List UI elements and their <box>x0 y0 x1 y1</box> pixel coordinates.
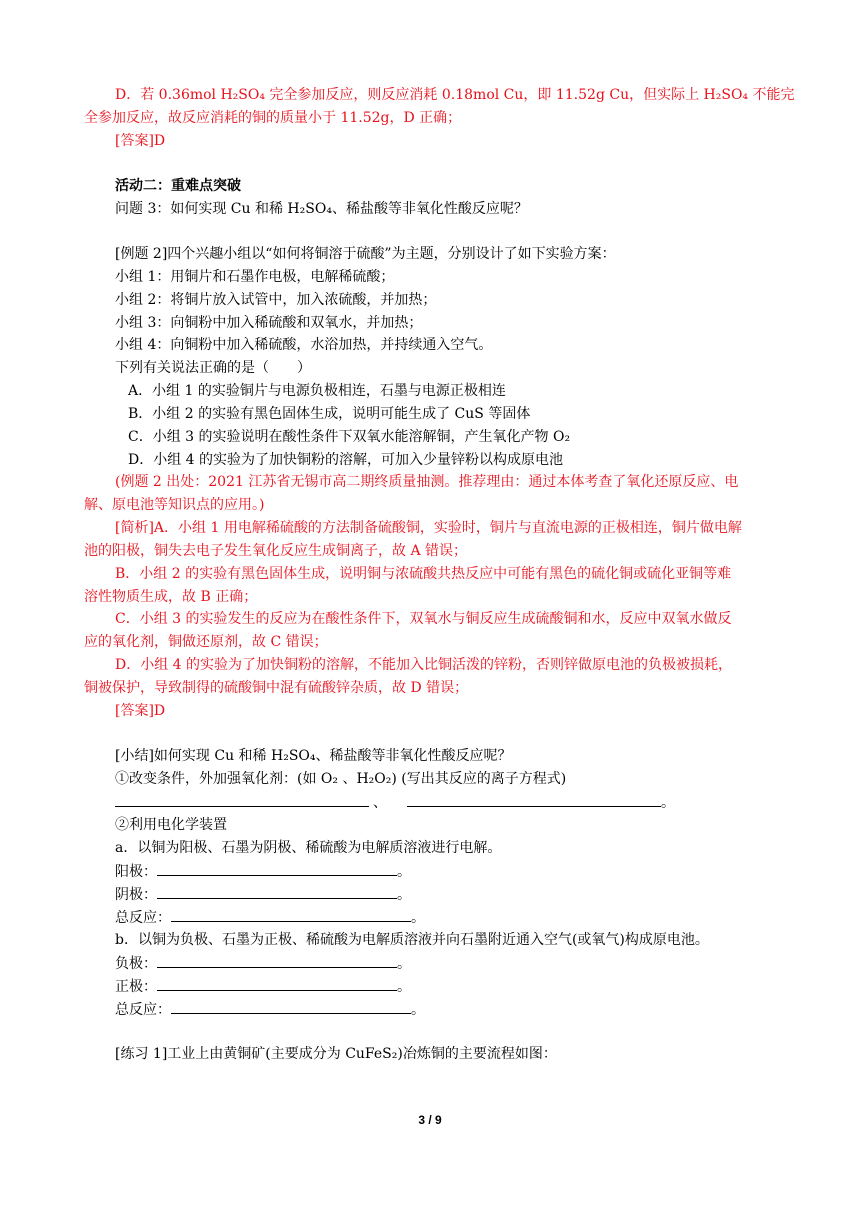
summary-heading: [小结]如何实现 Cu 和稀 H₂SO₄、稀盐酸等非氧化性酸反应呢？ <box>115 748 512 764</box>
anode-blank[interactable] <box>157 861 397 876</box>
negative-row: 负极： 。 <box>115 953 411 974</box>
answer-2: [答案]D <box>115 703 166 719</box>
analysis-b-line1: B．小组 2 的实验有黑色固体生成，说明铜与浓硫酸共热反应中可能有黑色的硫化铜或硫化亚铜等难 <box>115 566 732 582</box>
battery-intro: b．以铜为负极、石墨为正极、稀硫酸为电解质溶液并向石墨附近通入空气(或氧气)构成原电池。 <box>115 932 709 948</box>
source-note-line1: (例题 2 出处：2021 江苏省无锡市高二期终质量抽测。推荐理由：通过本体考查了氧化还原反应、电 <box>115 474 739 490</box>
battery-total-row: 总反应： 。 <box>115 999 425 1020</box>
electrolysis-intro: a．以铜为阳极、石墨为阴极、稀硫酸为电解质溶液进行电解。 <box>115 840 502 856</box>
option-d-analysis-line2: 全参加反应，故反应消耗的铜的质量小于 11.52g，D 正确； <box>84 110 462 126</box>
group-1: 小组 1：用铜片和石墨作电极，电解稀硫酸； <box>115 269 395 285</box>
cathode-row: 阴极： 。 <box>115 884 411 905</box>
page-number: 3 / 9 <box>418 1113 442 1127</box>
choice-a: A．小组 1 的实验铜片与电源负极相连，石墨与电源正极相连 <box>128 383 506 399</box>
source-note-line2: 解、原电池等知识点的应用。) <box>84 497 265 513</box>
group-3: 小组 3：向铜粉中加入稀硫酸和双氧水，并加热； <box>115 315 423 331</box>
question-3: 问题 3：如何实现 Cu 和稀 H₂SO₄、稀盐酸等非氧化性酸反应呢？ <box>115 201 528 217</box>
group-2: 小组 2：将铜片放入试管中，加入浓硫酸，并加热； <box>115 292 437 308</box>
choice-b: B．小组 2 的实验有黑色固体生成，说明可能生成了 CuS 等固体 <box>128 406 531 422</box>
answer-blank-1[interactable] <box>115 792 369 807</box>
cathode-blank[interactable] <box>157 884 397 899</box>
summary-item-2: ②利用电化学装置 <box>115 817 227 833</box>
electrolysis-total-blank[interactable] <box>171 907 411 922</box>
summary-item-1: ①改变条件，外加强氧化剂：(如 O₂ 、H₂O₂) (写出其反应的离子方程式) <box>115 771 567 787</box>
question-prompt: 下列有关说法正确的是（ ） <box>115 360 311 376</box>
example-2-intro: [例题 2]四个兴趣小组以“如何将铜溶于硫酸”为主题，分别设计了如下实验方案： <box>115 246 616 262</box>
analysis-c-line1: C．小组 3 的实验发生的反应为在酸性条件下，双氧水与铜反应生成硫酸铜和水，反应中双氧水做反 <box>115 611 732 627</box>
electrolysis-total-row: 总反应： 。 <box>115 907 425 928</box>
option-d-analysis-line1: D．若 0.36mol H₂SO₄ 完全参加反应，则反应消耗 0.18mol Cu，即 11.52g Cu，但实际上 H₂SO₄ 不能完 <box>115 87 795 103</box>
analysis-d-line2: 铜被保护，导致制得的硫酸铜中混有硫酸锌杂质，故 D 错误； <box>84 680 469 696</box>
analysis-d-line1: D．小组 4 的实验为了加快铜粉的溶解，不能加入比铜活泼的锌粉，否则锌做原电池的负极被损耗， <box>115 657 733 673</box>
summary-blank-row: 、 。 <box>115 792 675 813</box>
analysis-a-line1: [简析]A．小组 1 用电解稀硫酸的方法制备硫酸铜，实验时，铜片与直流电源的正极相连，铜片做电解 <box>115 520 742 536</box>
analysis-c-line2: 应的氧化剂，铜做还原剂，故 C 错误； <box>84 634 328 650</box>
answer-blank-2[interactable] <box>407 792 661 807</box>
anode-row: 阳极： 。 <box>115 861 411 882</box>
section-heading: 活动二：重难点突破 <box>115 178 241 194</box>
positive-blank[interactable] <box>157 976 397 991</box>
analysis-a-line2: 池的阳极，铜失去电子发生氧化反应生成铜离子，故 A 错误； <box>84 543 468 559</box>
exercise-1: [练习 1]工业上由黄铜矿(主要成分为 CuFeS₂)冶炼铜的主要流程如图： <box>115 1046 557 1062</box>
negative-blank[interactable] <box>157 953 397 968</box>
choice-d: D．小组 4 的实验为了加快铜粉的溶解，可加入少量锌粉以构成原电池 <box>128 452 564 468</box>
positive-row: 正极： 。 <box>115 976 411 997</box>
choice-c: C．小组 3 的实验说明在酸性条件下双氧水能溶解铜，产生氧化产物 O₂ <box>128 429 571 445</box>
analysis-b-line2: 溶性物质生成，故 B 正确； <box>84 589 258 605</box>
battery-total-blank[interactable] <box>171 999 411 1014</box>
group-4: 小组 4：向铜粉中加入稀硫酸，水浴加热，并持续通入空气。 <box>115 337 493 353</box>
answer-1: [答案]D <box>115 133 166 149</box>
